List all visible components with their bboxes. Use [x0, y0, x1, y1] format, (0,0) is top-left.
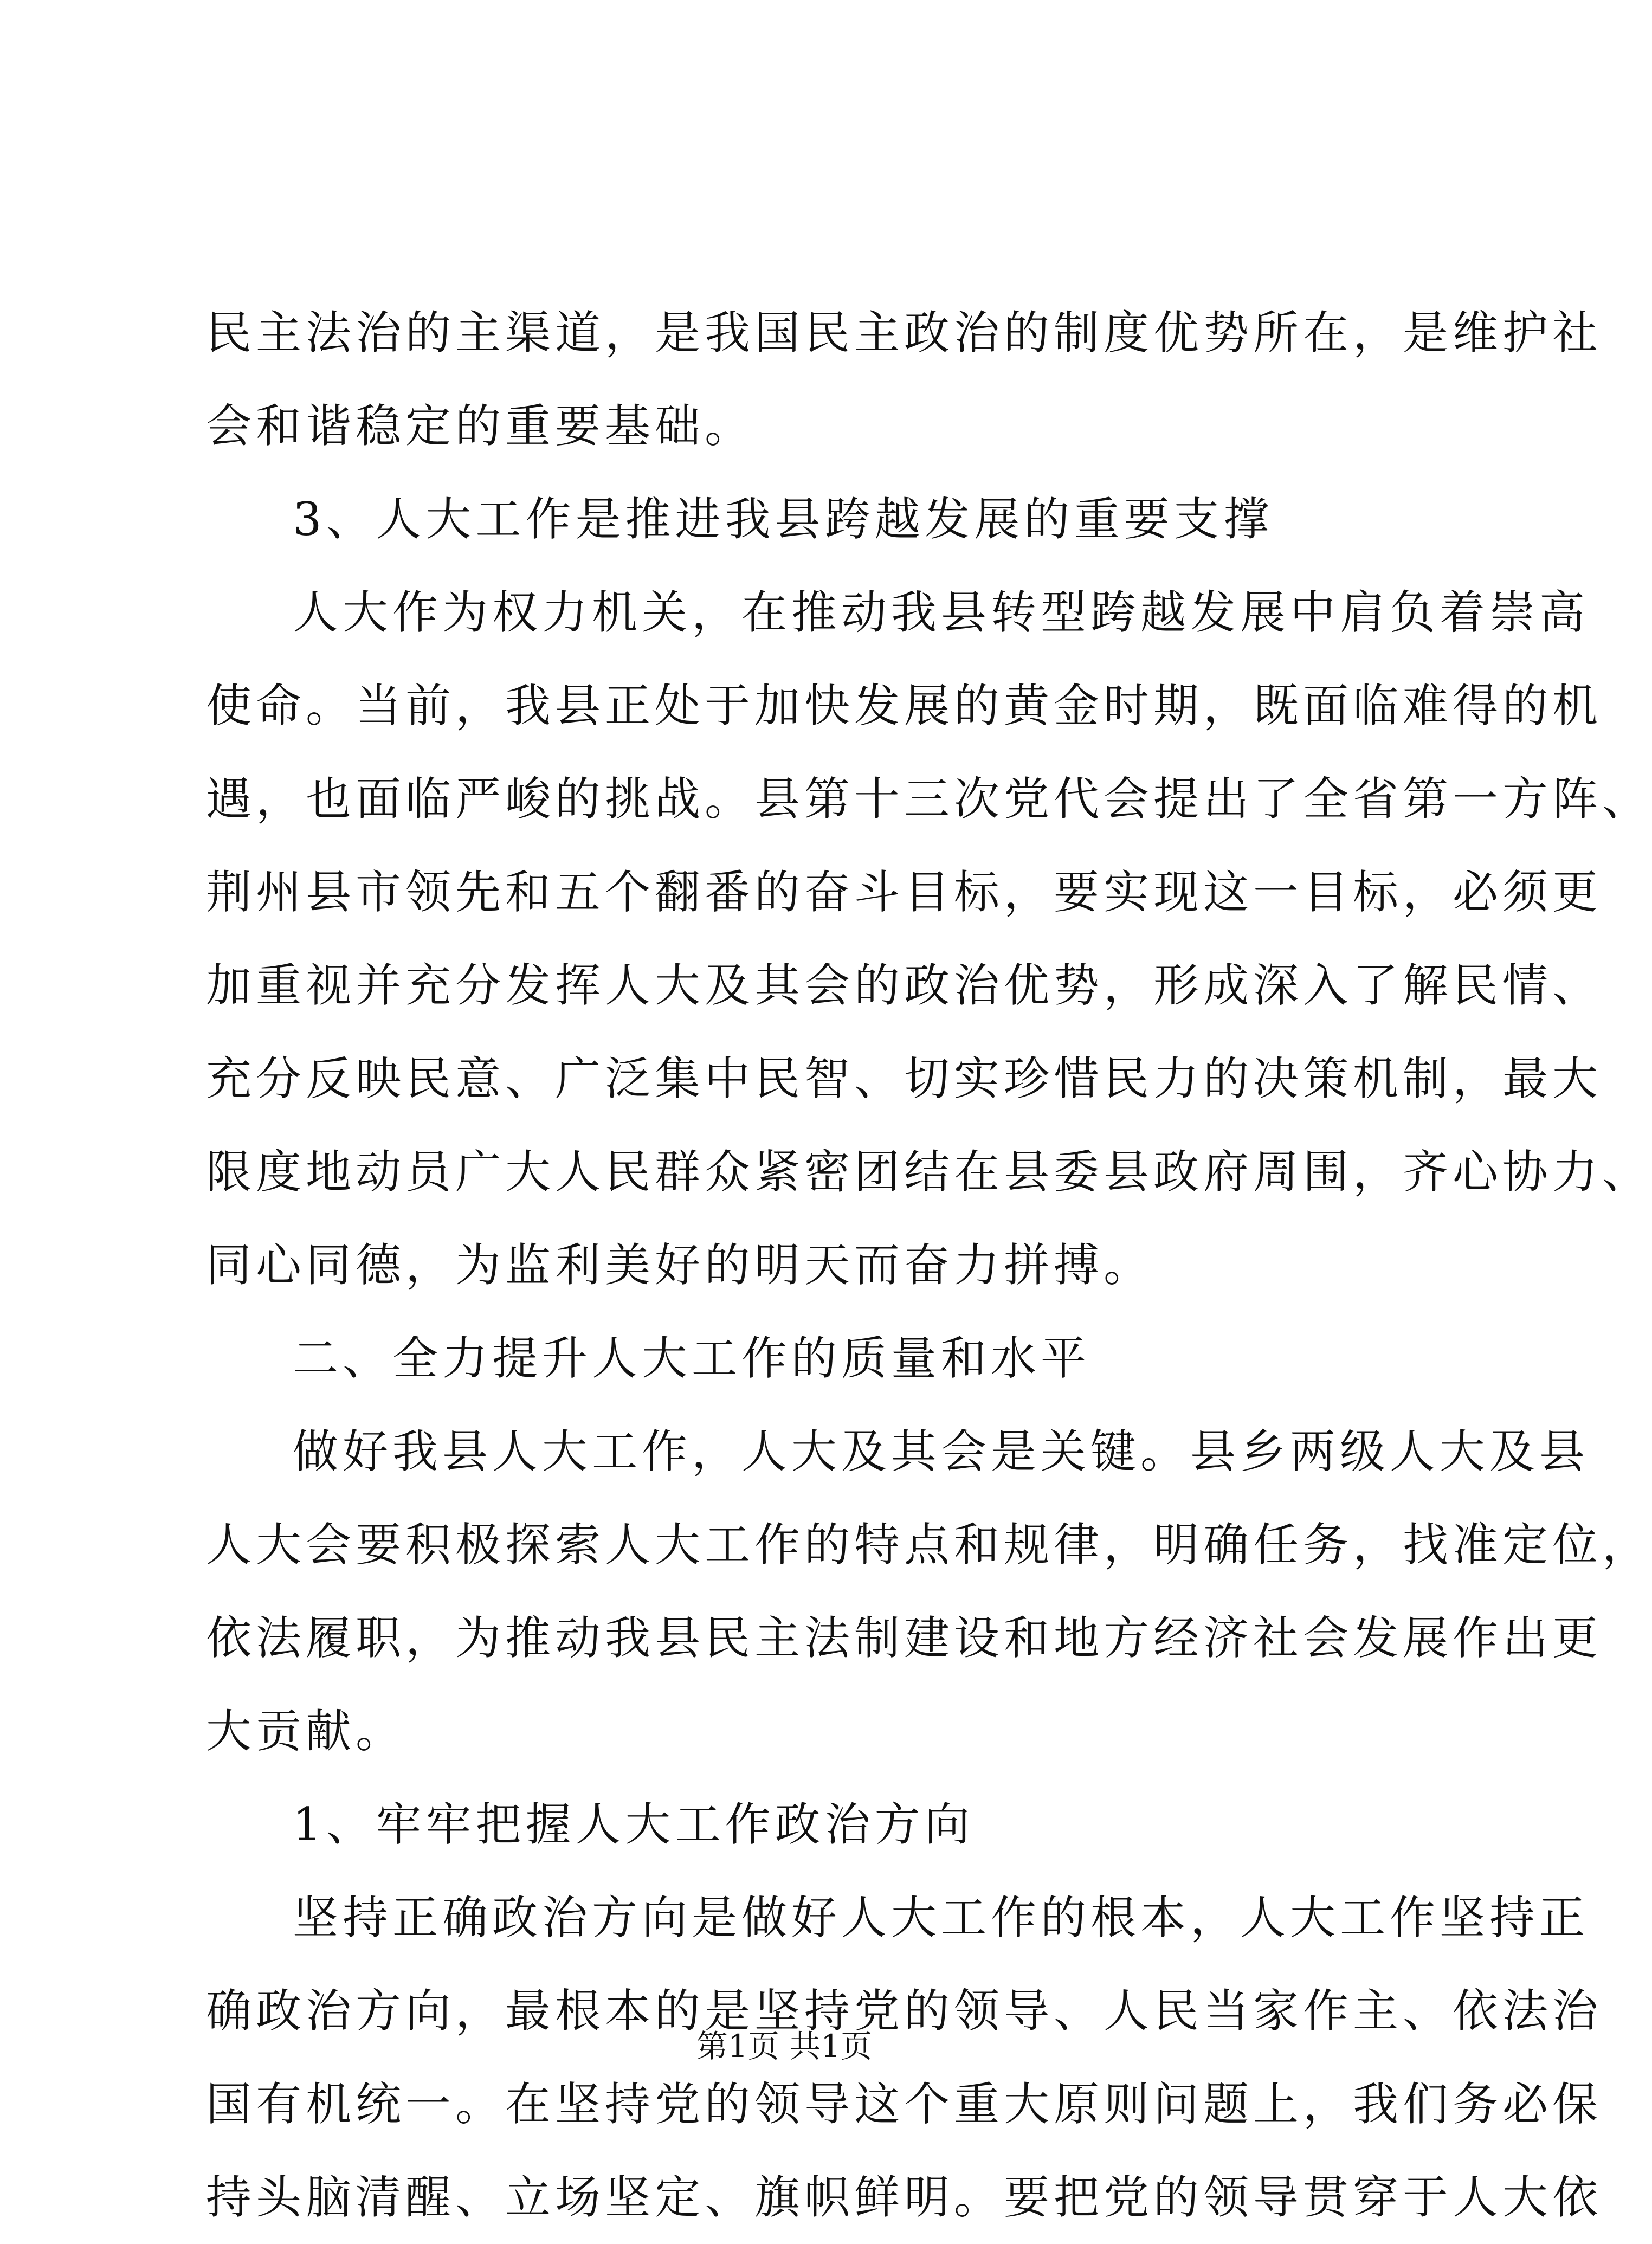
text-line: 同心同德，为监利美好的明天而奋力拼搏。	[206, 1239, 1154, 1292]
text-line: 持头脑清醒、立场坚定、旗帜鲜明。要把党的领导贯穿于人大依	[206, 2171, 1603, 2224]
text-line: 会和谐稳定的重要基础。	[206, 399, 755, 453]
text-line: 国有机统一。在坚持党的领导这个重大原则问题上，我们务必保	[206, 2078, 1603, 2131]
text-line: 遇，也面临严峻的挑战。县第十三次党代会提出了全省第一方阵、	[206, 772, 1652, 826]
text-line: 确政治方向，最根本的是坚持党的领导、人民当家作主、依法治	[206, 1984, 1603, 2037]
paragraph-first-line: 坚持正确政治方向是做好人大工作的根本，人大工作坚持正	[293, 1891, 1590, 1944]
text-line: 人大会要积极探索人大工作的特点和规律，明确任务，找准定位，	[206, 1518, 1652, 1571]
section-heading: 3、人大工作是推进我县跨越发展的重要支撑	[293, 493, 1274, 546]
text-line: 依法履职，为推动我县民主法制建设和地方经济社会发展作出更	[206, 1611, 1603, 1665]
text-line: 加重视并充分发挥人大及其会的政治优势，形成深入了解民情、	[206, 959, 1603, 1012]
paragraph-first-line: 做好我县人大工作，人大及其会是关键。县乡两级人大及县	[293, 1425, 1590, 1478]
text-line: 荆州县市领先和五个翻番的奋斗目标，要实现这一目标，必须更	[206, 866, 1603, 919]
text-line: 限度地动员广大人民群众紧密团结在县委县政府周围，齐心协力、	[206, 1145, 1652, 1198]
section-heading: 二、全力提升人大工作的质量和水平	[293, 1332, 1091, 1385]
text-line: 大贡献。	[206, 1705, 406, 1758]
text-line: 民主法治的主渠道，是我国民主政治的制度优势所在，是维护社	[206, 306, 1603, 359]
text-line: 使命。当前，我县正处于加快发展的黄金时期，既面临难得的机	[206, 679, 1603, 732]
paragraph-first-line: 人大作为权力机关，在推动我县转型跨越发展中肩负着崇高	[293, 586, 1590, 639]
page-footer: 第1页 共1页	[696, 2028, 873, 2065]
document-body	[206, 286, 1652, 2244]
text-line: 充分反映民意、广泛集中民智、切实珍惜民力的决策机制，最大	[206, 1052, 1603, 1105]
section-heading: 1、牢牢把握人大工作政治方向	[293, 1798, 975, 1851]
